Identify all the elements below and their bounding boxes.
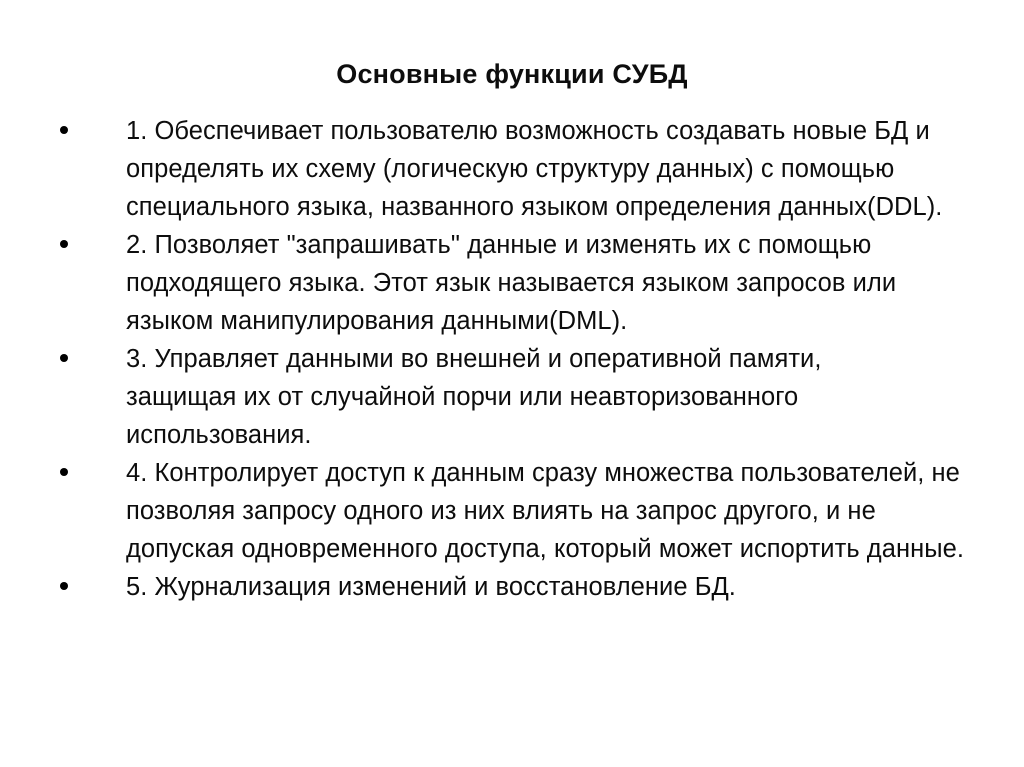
round-bullet-icon	[60, 468, 68, 476]
round-bullet-icon	[60, 582, 68, 590]
bullet-list	[52, 112, 982, 606]
list-item-text: 4. Контролирует доступ к данным сразу множества пользователей, не позволяя запросу одного из них влиять на запрос другого, и не допуская одновременного доступа, который может испортить данные.	[126, 459, 964, 563]
slide-title: Основные функции СУБД	[336, 59, 688, 90]
round-bullet-icon	[60, 126, 68, 134]
list-item-text: 5. Журнализация изменений и восстановление БД.	[126, 573, 736, 601]
list-item	[52, 112, 982, 226]
list-item	[52, 340, 982, 454]
list-item-text: 3. Управляет данными во внешней и оперативной памяти, защищая их от случайной порчи или неавторизованного использования.	[126, 345, 822, 449]
list-item	[52, 226, 982, 340]
list-item-text: 2. Позволяет "запрашивать" данные и изменять их с помощью подходящего языка. Этот язык называется языком запросов или языком манипулирования данными(DML).	[126, 231, 897, 335]
list-item	[52, 568, 982, 606]
list-item	[52, 454, 982, 568]
round-bullet-icon	[60, 240, 68, 248]
list-item-text: 1. Обеспечивает пользователю возможность создавать новые БД и определять их схему (логическую структуру данных) с помощью специального языка, названного языком определения данных(DDL).	[126, 117, 943, 221]
round-bullet-icon	[60, 354, 68, 362]
